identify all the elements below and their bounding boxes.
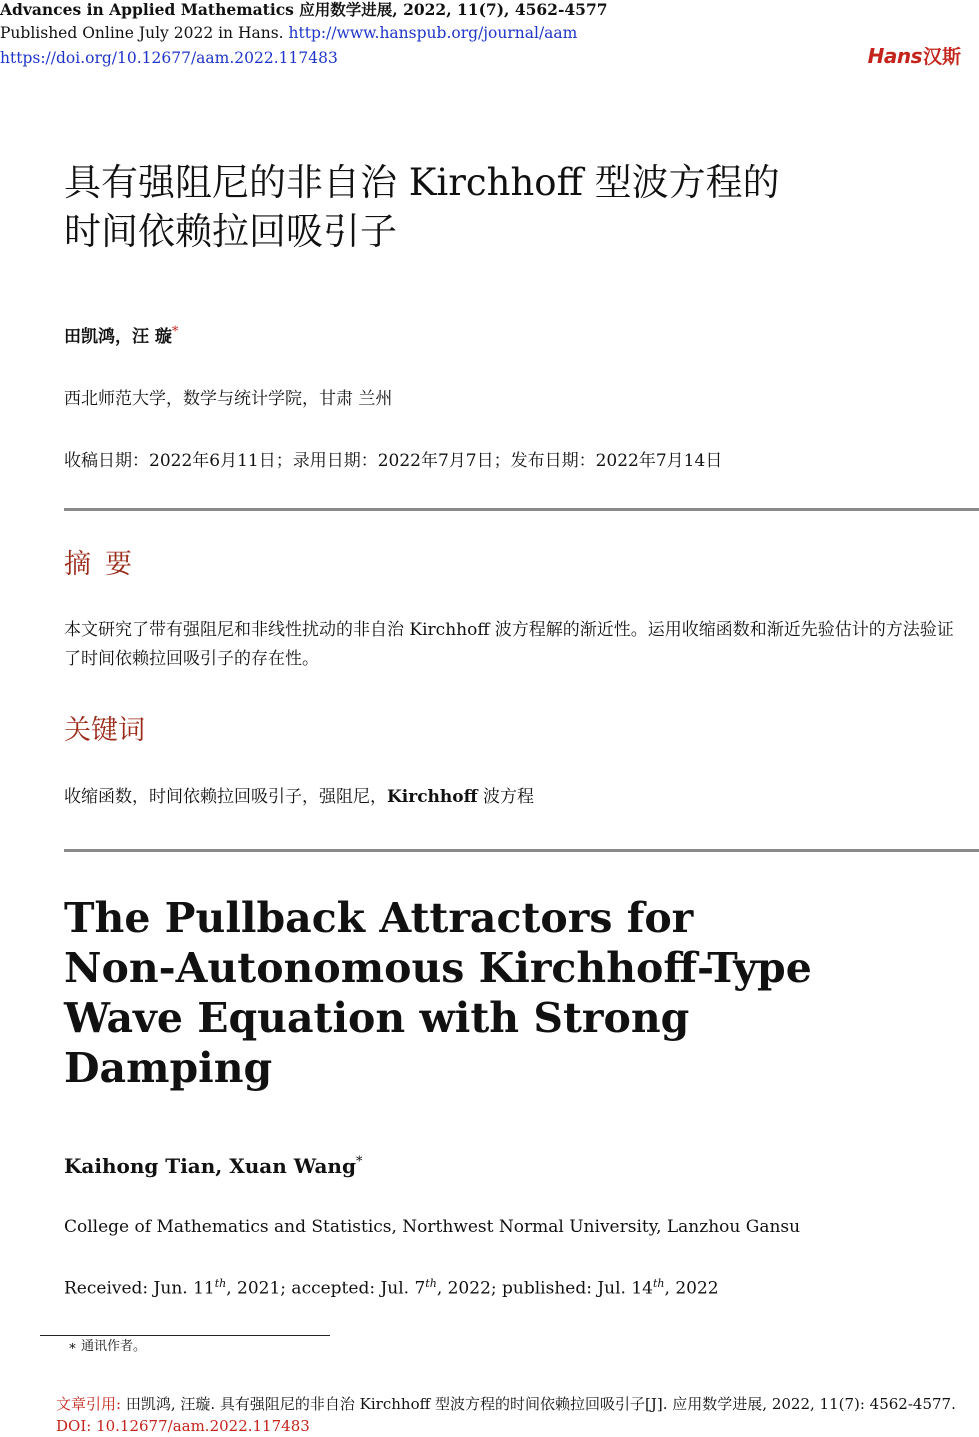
abstract-text [64,616,969,674]
footnote-text: 通讯作者。 [76,1339,146,1354]
affiliation-cn: 西北师范大学，数学与统计学院，甘肃 兰州 [64,389,393,409]
citation-doi-link[interactable]: DOI: 10.12677/aam.2022.117483 [56,1417,310,1435]
title-en [64,893,964,1093]
title-en-line: The Pullback Attractors for [64,894,694,942]
title-cn [64,158,944,256]
keywords-part2: 波方程 [477,787,534,807]
accepted-sup: th [425,1277,437,1290]
hans-logo [868,42,961,69]
abstract-part2: 波方程解的渐近性。运用收缩函数和渐近先验估计的方法验证了时间依赖拉回吸引子的存在性。 [64,620,954,669]
keywords-part1: 收缩函数，时间依赖拉回吸引子，强阻尼， [64,787,387,807]
published-prefix: Published Online July 2022 in Hans. [0,24,289,42]
published-line [0,23,577,43]
author-star-en: * [355,1154,363,1170]
logo-cn: 汉斯 [922,46,961,68]
footnote [68,1335,146,1354]
author-star-cn: * [171,324,179,340]
citation [56,1393,966,1437]
citation-label: 文章引用: [56,1395,126,1413]
title-en-line: Damping [64,1044,273,1092]
keywords-latin: Kirchhoff [387,787,478,807]
citation-text: 田凯鸿, 汪璇. 具有强阻尼的非自治 Kirchhoff 型波方程的时间依赖拉回吸引子[J]. 应用数学进展, 2022, 11(7): 4562-4577. [125,1395,956,1413]
title-cn-line2: 时间依赖拉回吸引子 [64,210,397,253]
authors-cn [64,322,178,347]
published-sup: th [653,1277,665,1290]
journal-line: Advances in Applied Mathematics 应用数学进展, 2022, 11(7), 4562-4577 [0,0,608,19]
dates-en [64,1277,719,1299]
journal-url-link[interactable]: http://www.hanspub.org/journal/aam [288,24,578,42]
title-cn-part2: 型波方程的 [582,161,780,204]
authors-cn-names: 田凯鸿，汪 璇 [64,327,172,347]
abstract-latin: Kirchhoff [409,620,490,640]
received-label: Received: Jun. 11 [64,1278,215,1299]
divider-bottom [64,849,979,852]
logo-latin: Hans [867,44,922,68]
authors-en-names: Kaihong Tian, Xuan Wang [64,1154,356,1178]
year-end: , 2022 [664,1278,719,1299]
keywords-text [64,782,534,807]
title-cn-part1: 具有强阻尼的非自治 [64,161,409,204]
abstract-heading: 摘要 [64,549,146,580]
keywords-heading: 关键词 [64,715,145,746]
doi-url-link[interactable]: https://doi.org/10.12677/aam.2022.117483 [0,49,338,67]
title-cn-latin: Kirchhoff [408,161,583,204]
received-sup: th [214,1277,227,1290]
abstract-part1: 本文研究了带有强阻尼和非线性扰动的非自治 [64,620,410,640]
title-en-line: Wave Equation with Strong [64,994,690,1042]
authors-en [64,1154,362,1178]
affiliation-en: College of Mathematics and Statistics, Northwest Normal University, Lanzhou Gansu [64,1217,801,1237]
accepted-label: , 2021; accepted: Jul. 7 [226,1278,426,1299]
footnote-mark: ∗ [68,1339,77,1354]
title-en-line: Non-Autonomous Kirchhoff-Type [64,944,812,992]
dates-cn: 收稿日期：2022年6月11日；录用日期：2022年7月7日；发布日期：2022年7月14日 [64,451,723,471]
published-label: , 2022; published: Jul. 14 [436,1278,653,1299]
divider-top [64,508,979,511]
